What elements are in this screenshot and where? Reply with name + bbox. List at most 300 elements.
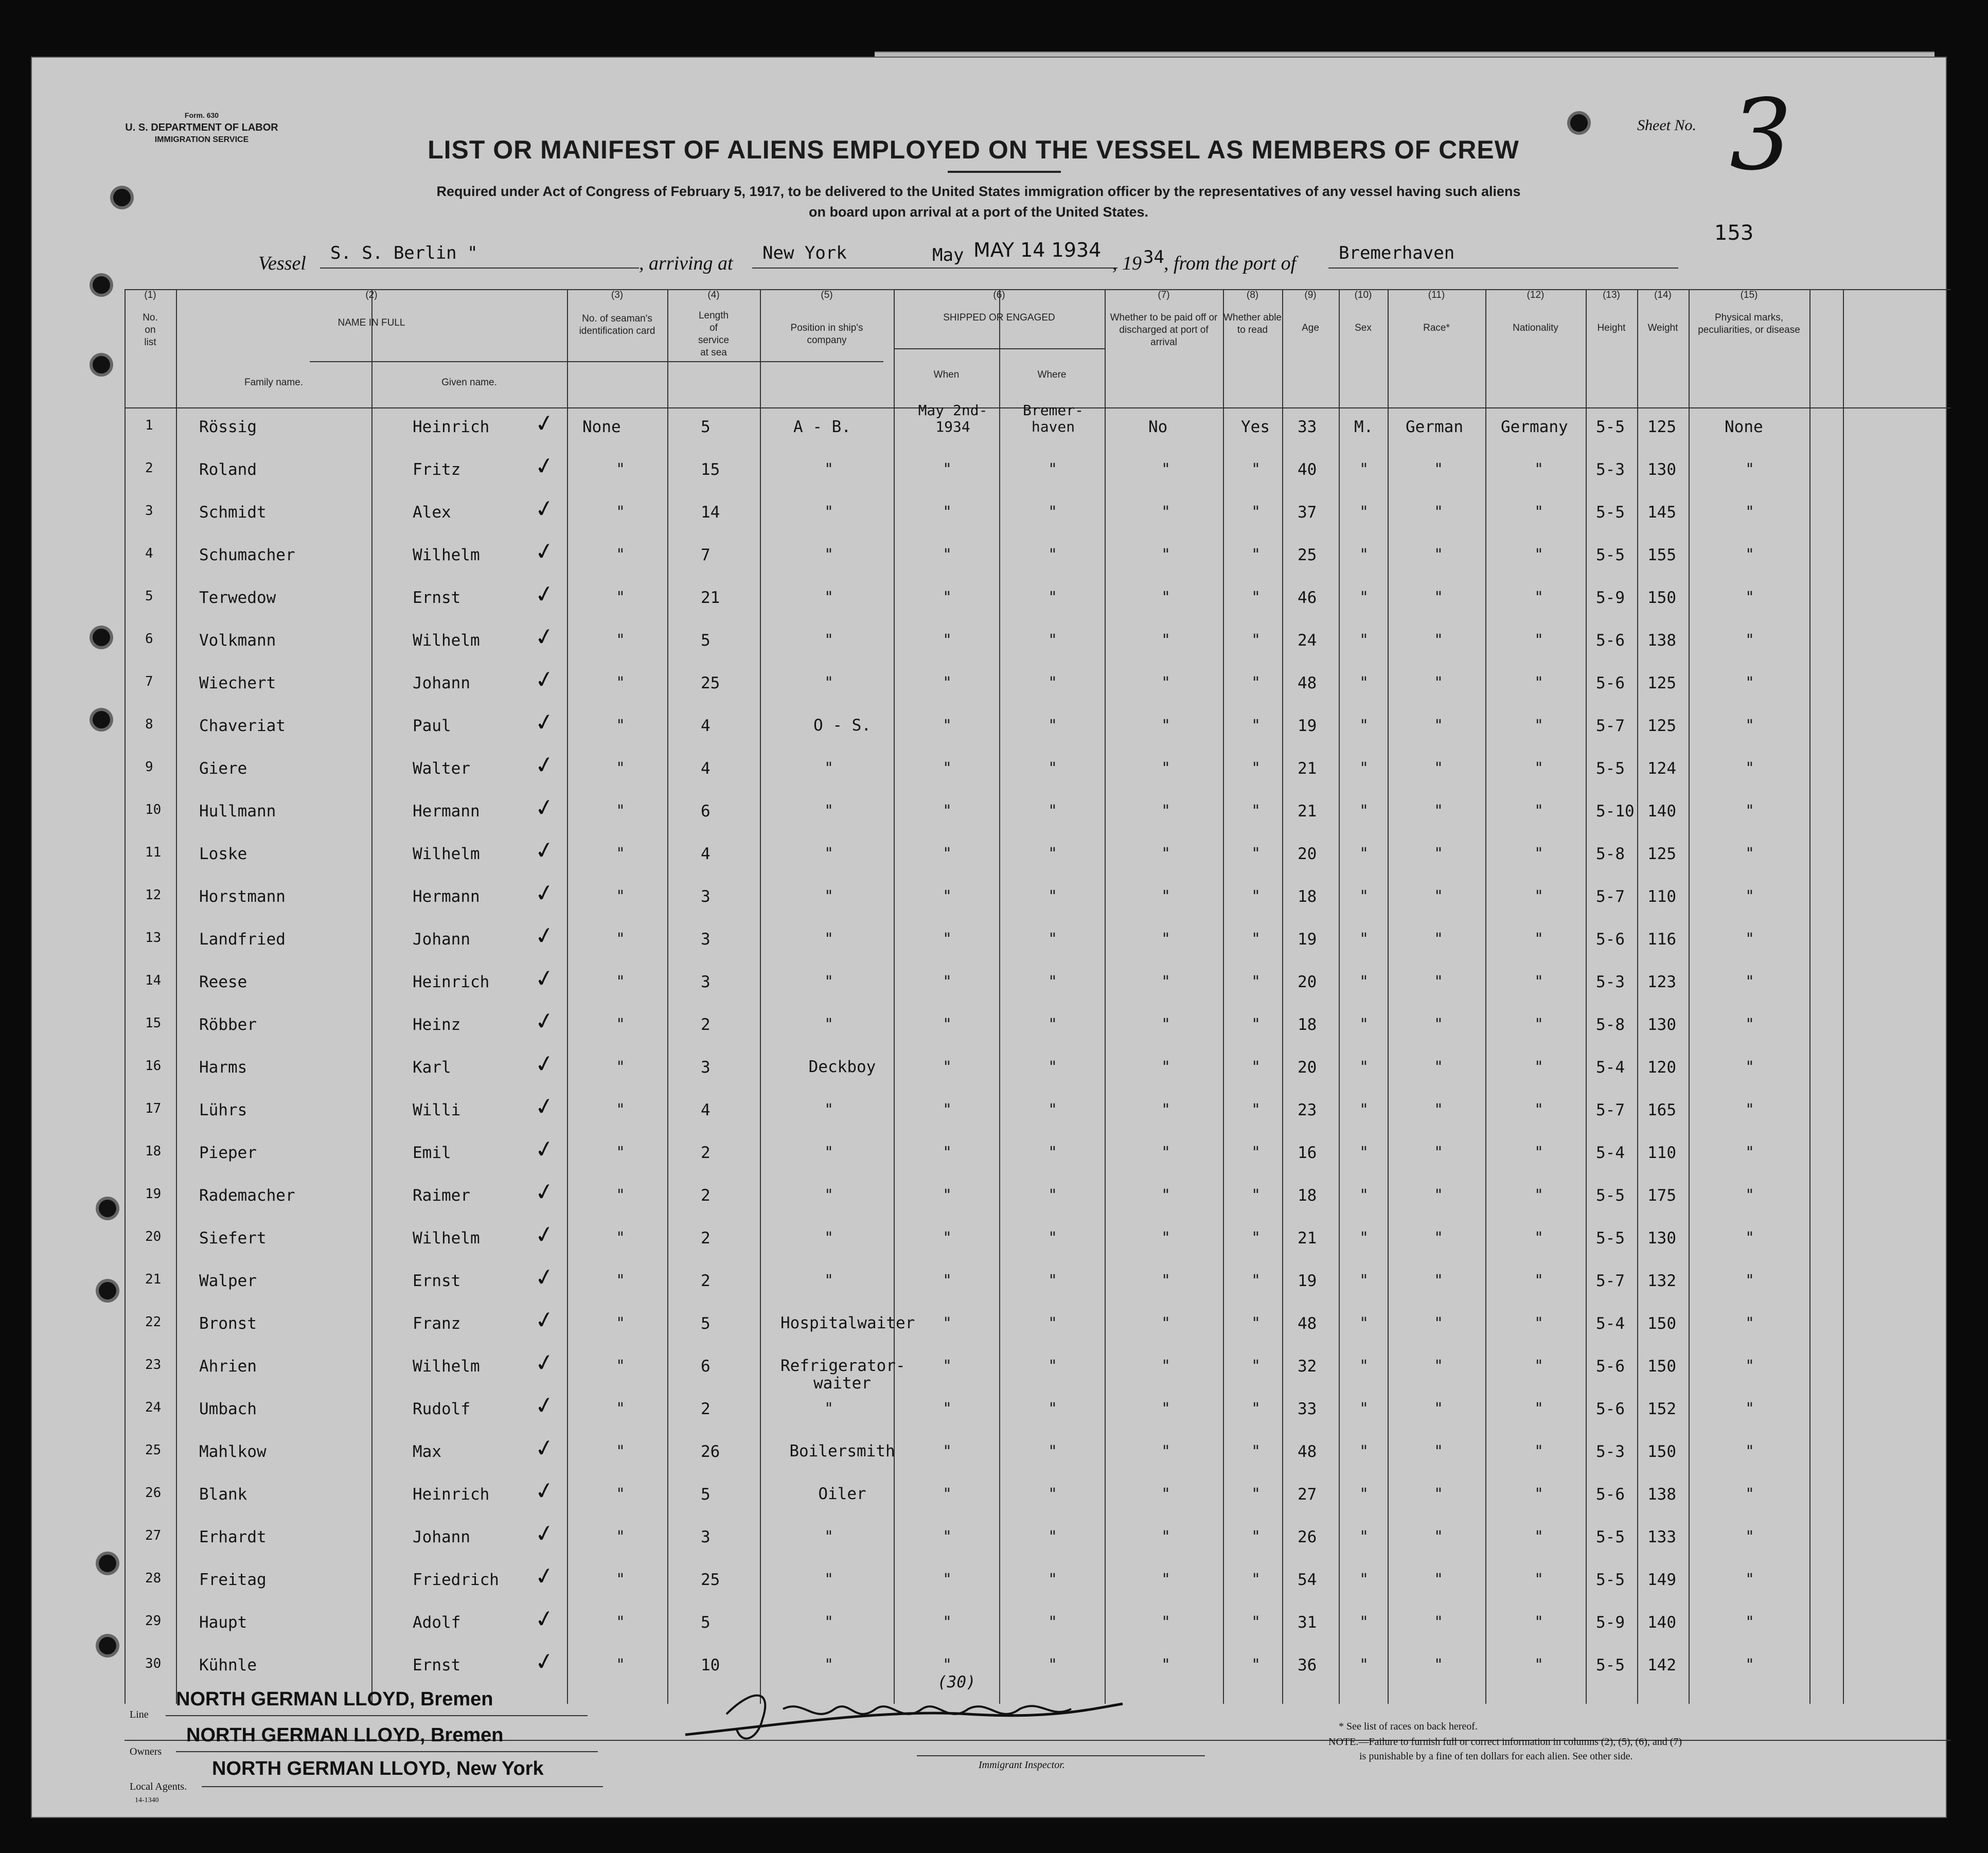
- row-number: 1: [145, 418, 153, 433]
- sex-ditto: ": [1359, 1058, 1369, 1076]
- read-ditto: ": [1251, 1485, 1261, 1503]
- service-length: 3: [701, 1058, 711, 1077]
- service-length: 3: [701, 930, 711, 949]
- age: 48: [1298, 674, 1317, 692]
- sex-ditto: ": [1359, 973, 1369, 991]
- row-number: 26: [145, 1485, 162, 1501]
- race-ditto: ": [1434, 1144, 1444, 1162]
- service-length: 10: [701, 1656, 720, 1674]
- row-number: 5: [145, 589, 153, 604]
- weight: 130: [1647, 1229, 1676, 1248]
- ship-position: Boilersmith: [789, 1442, 895, 1460]
- when-ditto: ": [943, 589, 952, 607]
- header-col-3: (3) No. of seaman's identification card: [579, 290, 655, 336]
- manifest-sheet: [31, 57, 1947, 1818]
- where-ditto: ": [1048, 802, 1058, 820]
- weight: 120: [1647, 1058, 1676, 1077]
- check-mark: ✓: [534, 1473, 555, 1507]
- when-ditto: ": [943, 1400, 952, 1418]
- sex-ditto: ": [1359, 1613, 1369, 1631]
- given-name: Hermann: [413, 802, 480, 821]
- punch-hole: [93, 356, 110, 373]
- height: 5-6: [1596, 1485, 1625, 1504]
- given-name: Paul: [413, 717, 451, 735]
- where-ditto: ": [1048, 1314, 1058, 1332]
- header-col-2: (2) NAME IN FULL: [338, 290, 405, 328]
- where-ditto: ": [1048, 887, 1058, 905]
- age: 20: [1298, 1058, 1317, 1077]
- service: IMMIGRATION SERVICE: [154, 135, 249, 144]
- row-number: 8: [145, 717, 153, 732]
- family-name: Rössig: [199, 418, 257, 436]
- given-name: Raimer: [413, 1186, 470, 1205]
- height: 5-4: [1596, 1144, 1625, 1162]
- read-ditto: ": [1251, 930, 1261, 948]
- shipped-where: Bremer- haven: [1022, 402, 1084, 435]
- age: 40: [1298, 460, 1317, 479]
- header-family-name: Family name.: [244, 377, 304, 388]
- sex-ditto: ": [1359, 589, 1369, 607]
- nationality-ditto: ": [1534, 1442, 1544, 1460]
- nationality-ditto: ": [1534, 1357, 1544, 1375]
- paid-off-ditto: ": [1161, 631, 1171, 649]
- race: German: [1406, 418, 1463, 436]
- row-number: 11: [145, 845, 162, 860]
- when-ditto: ": [943, 1229, 952, 1247]
- marks-ditto: ": [1745, 589, 1755, 607]
- service-length: 5: [701, 1314, 711, 1333]
- check-mark: ✓: [534, 1217, 555, 1251]
- nationality-ditto: ": [1534, 503, 1544, 521]
- sex-ditto: ": [1359, 1144, 1369, 1162]
- when-ditto: ": [943, 1656, 952, 1674]
- race-ditto: ": [1434, 930, 1444, 948]
- sex-ditto: ": [1359, 1015, 1369, 1034]
- sex-ditto: ": [1359, 930, 1369, 948]
- nationality-ditto: ": [1534, 1144, 1544, 1162]
- given-name: Ernst: [413, 1272, 461, 1290]
- height: 5-5: [1596, 418, 1625, 436]
- marks-ditto: ": [1745, 1442, 1755, 1460]
- row-number: 18: [145, 1144, 162, 1159]
- position-ditto: ": [824, 546, 834, 564]
- paid-off-ditto: ": [1161, 930, 1171, 948]
- check-mark: ✓: [534, 833, 555, 867]
- height: 5-5: [1596, 759, 1625, 778]
- paid-off-ditto: ": [1161, 887, 1171, 905]
- given-name: Wilhelm: [413, 1357, 480, 1376]
- where-ditto: ": [1048, 1400, 1058, 1418]
- print-code: 14-1340: [135, 1796, 159, 1804]
- nationality-ditto: ": [1534, 717, 1544, 735]
- sheet-label: Sheet No.: [1637, 117, 1696, 134]
- height: 5-3: [1596, 460, 1625, 479]
- given-name: Heinrich: [413, 1485, 490, 1504]
- age: 21: [1298, 759, 1317, 778]
- age: 37: [1298, 503, 1317, 522]
- marks-ditto: ": [1745, 1186, 1755, 1204]
- inspector-signature: [680, 1678, 1133, 1757]
- given-name: Walter: [413, 759, 470, 778]
- age: 19: [1298, 1272, 1317, 1290]
- when-ditto: ": [943, 1101, 952, 1119]
- header-col-8: (8) Whether able to read: [1223, 290, 1282, 335]
- age: 25: [1298, 546, 1317, 564]
- card-ditto: ": [616, 1058, 626, 1076]
- sex-ditto: ": [1359, 1314, 1369, 1332]
- check-mark: ✓: [534, 1345, 555, 1379]
- height: 5-6: [1596, 1357, 1625, 1376]
- family-name: Reese: [199, 973, 247, 991]
- subhead-rule: [310, 361, 883, 362]
- check-mark: ✓: [534, 1516, 555, 1550]
- row-number: 13: [145, 930, 162, 946]
- card-ditto: ": [616, 1613, 626, 1631]
- position-ditto: ": [824, 1144, 834, 1162]
- able-to-read: Yes: [1241, 418, 1270, 436]
- family-name: Erhardt: [199, 1528, 267, 1546]
- age: 18: [1298, 1015, 1317, 1034]
- where-ditto: ": [1048, 503, 1058, 521]
- paid-off-ditto: ": [1161, 1314, 1171, 1332]
- check-mark: ✓: [534, 662, 555, 696]
- subtitle: [320, 181, 1637, 222]
- nationality-ditto: ": [1534, 1058, 1544, 1076]
- stamp-number: 153: [1714, 221, 1754, 245]
- race-ditto: ": [1434, 1101, 1444, 1119]
- height: 5-5: [1596, 503, 1625, 522]
- family-name: Bronst: [199, 1314, 257, 1333]
- family-name: Roland: [199, 460, 257, 479]
- page-title: LIST OR MANIFEST OF ALIENS EMPLOYED ON THE VESSEL AS MEMBERS OF CREW: [428, 135, 1519, 164]
- check-mark: ✓: [534, 961, 555, 995]
- line-label: Line: [130, 1709, 149, 1720]
- row-number: 9: [145, 759, 153, 775]
- paid-off-ditto: ": [1161, 1613, 1171, 1631]
- nationality-ditto: ": [1534, 1272, 1544, 1290]
- service-length: 26: [701, 1442, 720, 1461]
- nationality-ditto: ": [1534, 1186, 1544, 1204]
- inspector-label: Immigrant Inspector.: [979, 1759, 1065, 1771]
- card-ditto: ": [616, 1485, 626, 1503]
- marks-ditto: ": [1745, 1485, 1755, 1503]
- when-ditto: ": [943, 1144, 952, 1162]
- race-ditto: ": [1434, 1015, 1444, 1034]
- weight: 123: [1647, 973, 1676, 991]
- given-name: Heinrich: [413, 418, 490, 436]
- owners-value: NORTH GERMAN LLOYD, Bremen: [186, 1724, 504, 1746]
- given-name: Johann: [413, 930, 470, 949]
- service-length: 5: [701, 1613, 711, 1632]
- weight: 150: [1647, 1357, 1676, 1376]
- read-ditto: ": [1251, 759, 1261, 777]
- height: 5-6: [1596, 674, 1625, 692]
- height: 5-7: [1596, 1272, 1625, 1290]
- race-ditto: ": [1434, 845, 1444, 863]
- family-name: Hullmann: [199, 802, 276, 821]
- departure-port: Bremerhaven: [1339, 243, 1455, 263]
- given-name: Fritz: [413, 460, 461, 479]
- where-ditto: ": [1048, 631, 1058, 649]
- marks-ditto: ": [1745, 1101, 1755, 1119]
- age: 19: [1298, 930, 1317, 949]
- sex-ditto: ": [1359, 1229, 1369, 1247]
- vessel-name: S. S. Berlin ": [330, 243, 478, 263]
- read-ditto: ": [1251, 1229, 1261, 1247]
- age: 24: [1298, 631, 1317, 650]
- check-mark: ✓: [534, 1004, 555, 1038]
- card-ditto: ": [616, 589, 626, 607]
- ship-position: Refrigerator- waiter: [780, 1357, 906, 1393]
- paid-off-ditto: ": [1161, 802, 1171, 820]
- height: 5-7: [1596, 1101, 1625, 1119]
- read-ditto: ": [1251, 845, 1261, 863]
- header-where: Where: [1037, 369, 1067, 380]
- position-ditto: ": [824, 802, 834, 820]
- family-name: Harms: [199, 1058, 247, 1077]
- read-ditto: ": [1251, 631, 1261, 649]
- marks-ditto: ": [1745, 1528, 1755, 1546]
- marks-ditto: ": [1745, 887, 1755, 905]
- card-ditto: ": [616, 1528, 626, 1546]
- marks-ditto: ": [1745, 460, 1755, 478]
- age: 21: [1298, 1229, 1317, 1248]
- read-ditto: ": [1251, 1272, 1261, 1290]
- card-ditto: ": [616, 1656, 626, 1674]
- family-name: Terwedow: [199, 589, 276, 607]
- age: 36: [1298, 1656, 1317, 1674]
- height: 5-9: [1596, 1613, 1625, 1632]
- read-ditto: ": [1251, 802, 1261, 820]
- when-ditto: ": [943, 1314, 952, 1332]
- weight: 130: [1647, 460, 1676, 479]
- agents-label: Local Agents.: [130, 1781, 187, 1792]
- paid-off-ditto: ": [1161, 589, 1171, 607]
- read-ditto: ": [1251, 1144, 1261, 1162]
- marks-ditto: ": [1745, 503, 1755, 521]
- nationality-ditto: ": [1534, 460, 1544, 478]
- age: 33: [1298, 418, 1317, 436]
- given-name: Wilhelm: [413, 631, 480, 650]
- height: 5-5: [1596, 1656, 1625, 1674]
- punch-hole: [93, 629, 110, 646]
- row-number: 20: [145, 1229, 162, 1244]
- service-length: 3: [701, 973, 711, 991]
- age: 31: [1298, 1613, 1317, 1632]
- marks-ditto: ": [1745, 1400, 1755, 1418]
- race-ditto: ": [1434, 546, 1444, 564]
- weight: 124: [1647, 759, 1676, 778]
- sex-ditto: ": [1359, 674, 1369, 692]
- card-ditto: ": [616, 1571, 626, 1589]
- when-ditto: ": [943, 1357, 952, 1375]
- card-ditto: ": [616, 674, 626, 692]
- nationality-ditto: ": [1534, 973, 1544, 991]
- weight: 125: [1647, 418, 1676, 436]
- arriving-label: , arriving at: [639, 253, 733, 274]
- service-length: 5: [701, 631, 711, 650]
- form-header: [114, 109, 289, 146]
- weight: 125: [1647, 845, 1676, 863]
- check-mark: ✓: [534, 1046, 555, 1080]
- sex-ditto: ": [1359, 546, 1369, 564]
- paid-off-ditto: ": [1161, 1229, 1171, 1247]
- family-name: Lührs: [199, 1101, 247, 1119]
- card-ditto: ": [616, 1400, 626, 1418]
- paid-off-ditto: ": [1161, 759, 1171, 777]
- read-ditto: ": [1251, 1613, 1261, 1631]
- row-number: 7: [145, 674, 153, 689]
- service-length: 6: [701, 802, 711, 821]
- race-ditto: ": [1434, 1485, 1444, 1503]
- when-ditto: ": [943, 631, 952, 649]
- year-prefix: , 19: [1112, 253, 1142, 274]
- marks-ditto: ": [1745, 1357, 1755, 1375]
- row-number: 12: [145, 887, 162, 903]
- marks-ditto: ": [1745, 1656, 1755, 1674]
- marks-ditto: ": [1745, 802, 1755, 820]
- read-ditto: ": [1251, 1058, 1261, 1076]
- service-length: 2: [701, 1186, 711, 1205]
- check-mark: ✓: [534, 534, 555, 568]
- race-ditto: ": [1434, 1229, 1444, 1247]
- age: 27: [1298, 1485, 1317, 1504]
- height: 5-6: [1596, 631, 1625, 650]
- given-name: Johann: [413, 1528, 470, 1546]
- where-ditto: ": [1048, 1186, 1058, 1204]
- family-name: Rademacher: [199, 1186, 295, 1205]
- nationality-ditto: ": [1534, 759, 1544, 777]
- header-col-11: (11) Race*: [1423, 290, 1450, 333]
- when-ditto: ": [943, 1528, 952, 1546]
- race-ditto: ": [1434, 1314, 1444, 1332]
- read-ditto: ": [1251, 503, 1261, 521]
- header-col-7: (7) Whether to be paid off or discharged at port of arrival: [1110, 290, 1218, 348]
- nationality-ditto: ": [1534, 589, 1544, 607]
- weight: 138: [1647, 1485, 1676, 1504]
- read-ditto: ": [1251, 1656, 1261, 1674]
- row-number: 3: [145, 503, 153, 519]
- family-name: Ahrien: [199, 1357, 257, 1376]
- nationality-ditto: ": [1534, 1613, 1544, 1631]
- where-ditto: ": [1048, 1144, 1058, 1162]
- where-ditto: ": [1048, 674, 1058, 692]
- weight: 133: [1647, 1528, 1676, 1546]
- race-ditto: ": [1434, 759, 1444, 777]
- ship-position: A - B.: [793, 418, 851, 436]
- marks-ditto: ": [1745, 674, 1755, 692]
- given-name: Max: [413, 1442, 441, 1461]
- row-number: 25: [145, 1442, 162, 1458]
- height: 5-3: [1596, 973, 1625, 991]
- family-name: Wiechert: [199, 674, 276, 692]
- row-number: 28: [145, 1571, 162, 1586]
- row-number: 16: [145, 1058, 162, 1074]
- card-ditto: ": [616, 717, 626, 735]
- race-ditto: ": [1434, 1058, 1444, 1076]
- height: 5-5: [1596, 1229, 1625, 1248]
- race-ditto: ": [1434, 1613, 1444, 1631]
- when-ditto: ": [943, 1442, 952, 1460]
- given-name: Wilhelm: [413, 845, 480, 863]
- when-ditto: ": [943, 802, 952, 820]
- service-length: 21: [701, 589, 720, 607]
- service-length: 3: [701, 1528, 711, 1546]
- weight: 110: [1647, 887, 1676, 906]
- position-ditto: ": [824, 1229, 834, 1247]
- paid-off-ditto: ": [1161, 845, 1171, 863]
- service-length: 2: [701, 1144, 711, 1162]
- height: 5-4: [1596, 1314, 1625, 1333]
- where-ditto: ": [1048, 1357, 1058, 1375]
- paid-off-ditto: ": [1161, 1656, 1171, 1674]
- weight: 152: [1647, 1400, 1676, 1418]
- service-length: 14: [701, 503, 720, 522]
- nationality-ditto: ": [1534, 1314, 1544, 1332]
- marks-ditto: ": [1745, 1272, 1755, 1290]
- where-ditto: ": [1048, 759, 1058, 777]
- check-mark: ✓: [534, 1388, 555, 1422]
- check-mark: ✓: [534, 1303, 555, 1337]
- card-ditto: ": [616, 802, 626, 820]
- family-name: Walper: [199, 1272, 257, 1290]
- row-number: 30: [145, 1656, 162, 1671]
- paid-off-ditto: ": [1161, 717, 1171, 735]
- weight: 132: [1647, 1272, 1676, 1290]
- service-length: 4: [701, 1101, 711, 1119]
- paid-off: No: [1148, 418, 1168, 436]
- check-mark: ✓: [534, 406, 555, 440]
- given-name: Emil: [413, 1144, 451, 1162]
- marks-ditto: ": [1745, 1058, 1755, 1076]
- given-name: Adolf: [413, 1613, 461, 1632]
- age: 20: [1298, 845, 1317, 863]
- nationality-ditto: ": [1534, 1485, 1544, 1503]
- family-name: Blank: [199, 1485, 247, 1504]
- check-mark: ✓: [534, 1174, 555, 1208]
- row-number: 29: [145, 1613, 162, 1629]
- when-ditto: ": [943, 845, 952, 863]
- year-suffix: 34: [1143, 247, 1164, 268]
- where-ditto: ": [1048, 1272, 1058, 1290]
- family-name: Chaveriat: [199, 717, 286, 735]
- where-ditto: ": [1048, 1058, 1058, 1076]
- paid-off-ditto: ": [1161, 1272, 1171, 1290]
- family-name: Mahlkow: [199, 1442, 267, 1461]
- family-name: Kühnle: [199, 1656, 257, 1674]
- height: 5-9: [1596, 589, 1625, 607]
- service-length: 15: [701, 460, 720, 479]
- position-ditto: ": [824, 1528, 834, 1546]
- position-ditto: ": [824, 1186, 834, 1204]
- nationality-ditto: ": [1534, 845, 1544, 863]
- read-ditto: ": [1251, 1528, 1261, 1546]
- race-ditto: ": [1434, 503, 1444, 521]
- sheet-number: 3: [1730, 78, 1792, 192]
- family-name: Schmidt: [199, 503, 267, 522]
- service-length: 25: [701, 1571, 720, 1589]
- punch-hole: [99, 1555, 116, 1572]
- card-ditto: ": [616, 887, 626, 905]
- paid-off-ditto: ": [1161, 1101, 1171, 1119]
- header-col-14: (14) Weight: [1647, 290, 1678, 333]
- paid-off-ditto: ": [1161, 1442, 1171, 1460]
- nationality-ditto: ": [1534, 674, 1544, 692]
- card-ditto: ": [616, 1144, 626, 1162]
- age: 16: [1298, 1144, 1317, 1162]
- check-mark: ✓: [534, 747, 555, 781]
- service-length: 2: [701, 1272, 711, 1290]
